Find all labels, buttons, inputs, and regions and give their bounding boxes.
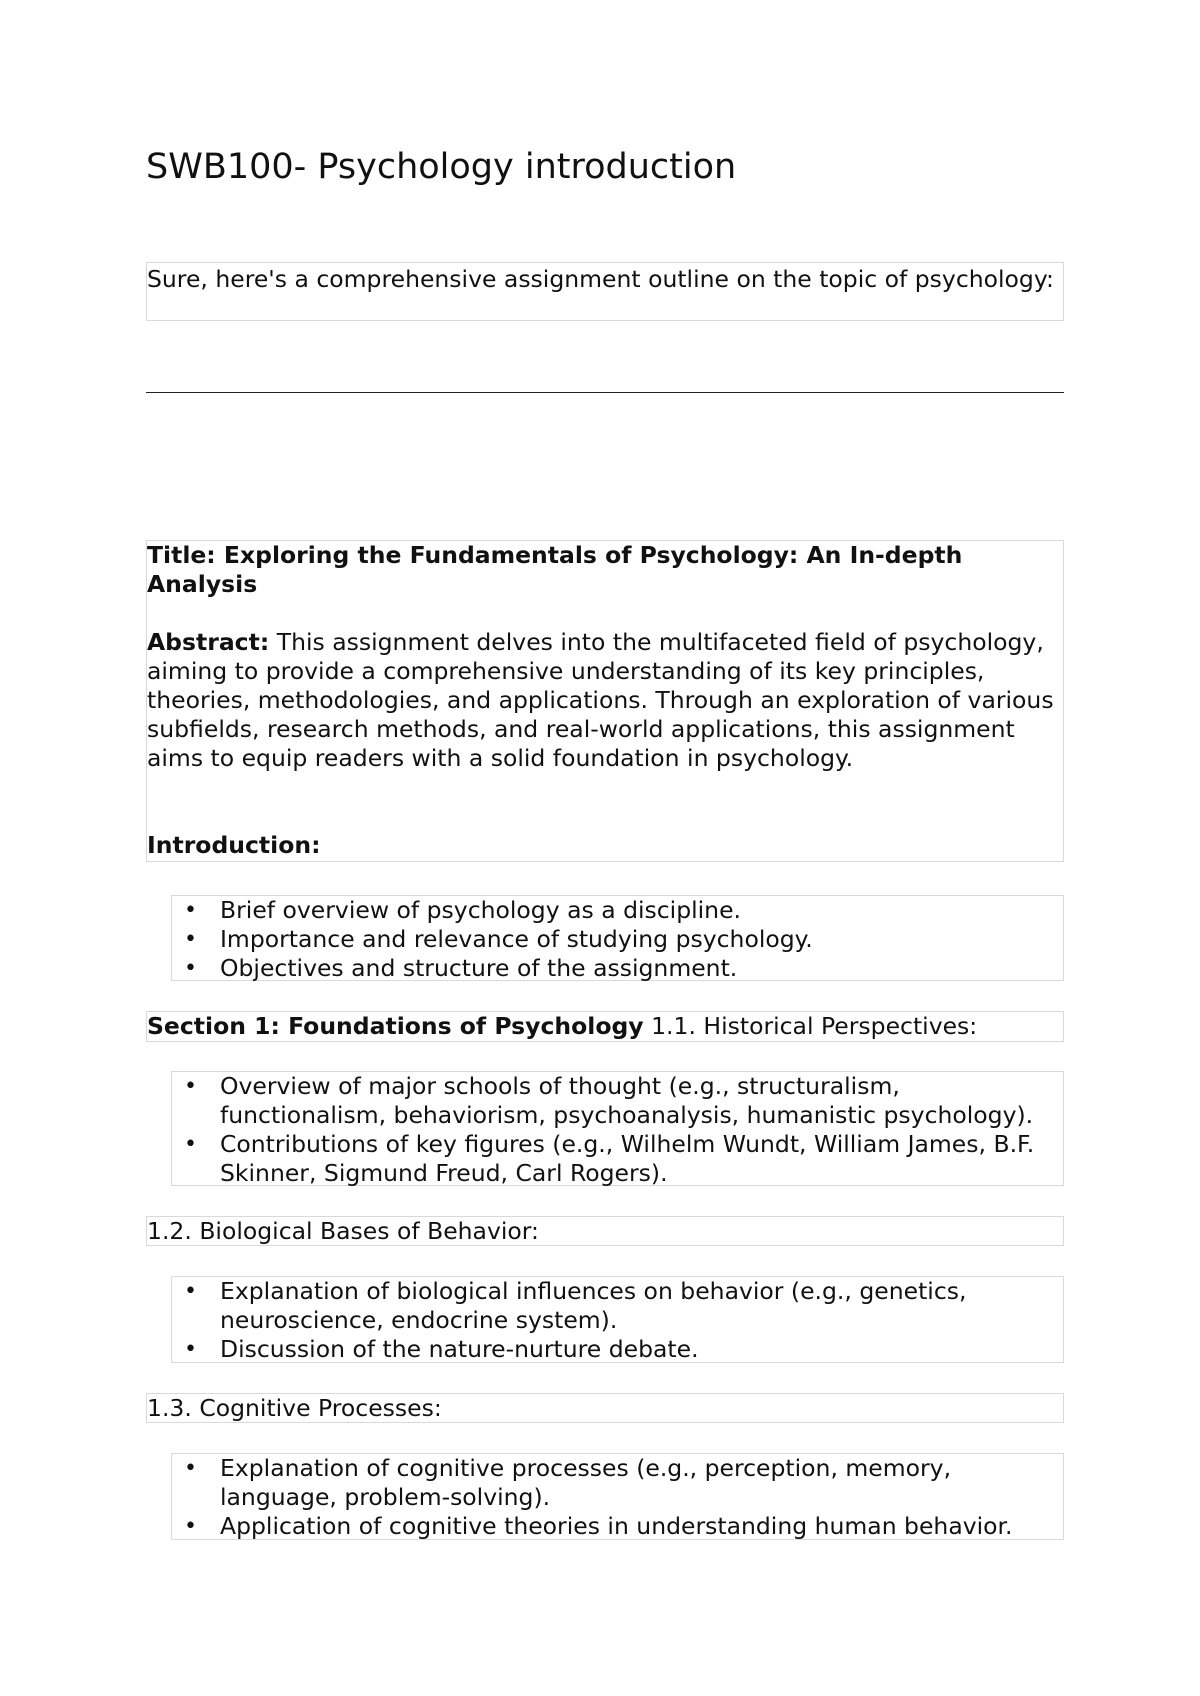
abstract-text: This assignment delves into the multifaceted field of psychology, aiming to provide a comprehensive understanding of its key principles, theories, methodologies, and applications. Through an exploration of various subfields, research methods, and real-world applications, this assignment aims to equip readers with a solid foundation in psychology.: [147, 628, 1054, 772]
introduction-heading: [147, 831, 321, 860]
horizontal-divider: [146, 392, 1064, 393]
s1-3-list: [171, 1453, 1064, 1540]
list-item: • Explanation of biological influences on behavior (e.g., genetics, neuroscience, endocrine system).: [172, 1277, 1063, 1335]
list-item: • Application of cognitive theories in understanding human behavior.: [172, 1512, 1063, 1541]
outline-main-box: [146, 540, 1064, 862]
list-item: • Explanation of cognitive processes (e.g., perception, memory, language, problem-solving).: [172, 1454, 1063, 1512]
s1-1-list: [171, 1071, 1064, 1186]
section1-heading-text: Section 1: Foundations of Psychology: [147, 1012, 644, 1040]
list-item: • Discussion of the nature-nurture debate.: [172, 1335, 1063, 1364]
introduction-heading-text: Introduction:: [147, 831, 321, 859]
s1-1-heading: 1.1. Historical Perspectives:: [651, 1012, 978, 1040]
document-title: SWB100- Psychology introduction: [146, 147, 737, 187]
list-item: • Overview of major schools of thought (e.g., structuralism, functionalism, behaviorism, psychoanalysis, humanistic psychology).: [172, 1072, 1063, 1130]
s1-2-list: [171, 1276, 1064, 1363]
assignment-title: [147, 541, 1007, 599]
list-item: • Contributions of key figures (e.g., Wilhelm Wundt, William James, B.F. Skinner, Sigmund Freud, Carl Rogers).: [172, 1130, 1063, 1188]
list-item: • Importance and relevance of studying psychology.: [172, 925, 1063, 954]
s1-3-heading: 1.3. Cognitive Processes:: [146, 1393, 1064, 1423]
intro-paragraph: Sure, here's a comprehensive assignment outline on the topic of psychology:: [146, 262, 1064, 321]
abstract-paragraph: [147, 628, 1059, 773]
list-item: • Brief overview of psychology as a discipline.: [172, 896, 1063, 925]
abstract-label: Abstract:: [147, 628, 270, 656]
introduction-list: [171, 895, 1064, 981]
s1-2-heading: 1.2. Biological Bases of Behavior:: [146, 1216, 1064, 1246]
assignment-title-label: Title:: [147, 541, 216, 569]
section1-heading: [146, 1011, 1064, 1042]
assignment-title-text: Exploring the Fundamentals of Psychology: An In-depth Analysis: [147, 541, 963, 598]
list-item: • Objectives and structure of the assignment.: [172, 954, 1063, 983]
